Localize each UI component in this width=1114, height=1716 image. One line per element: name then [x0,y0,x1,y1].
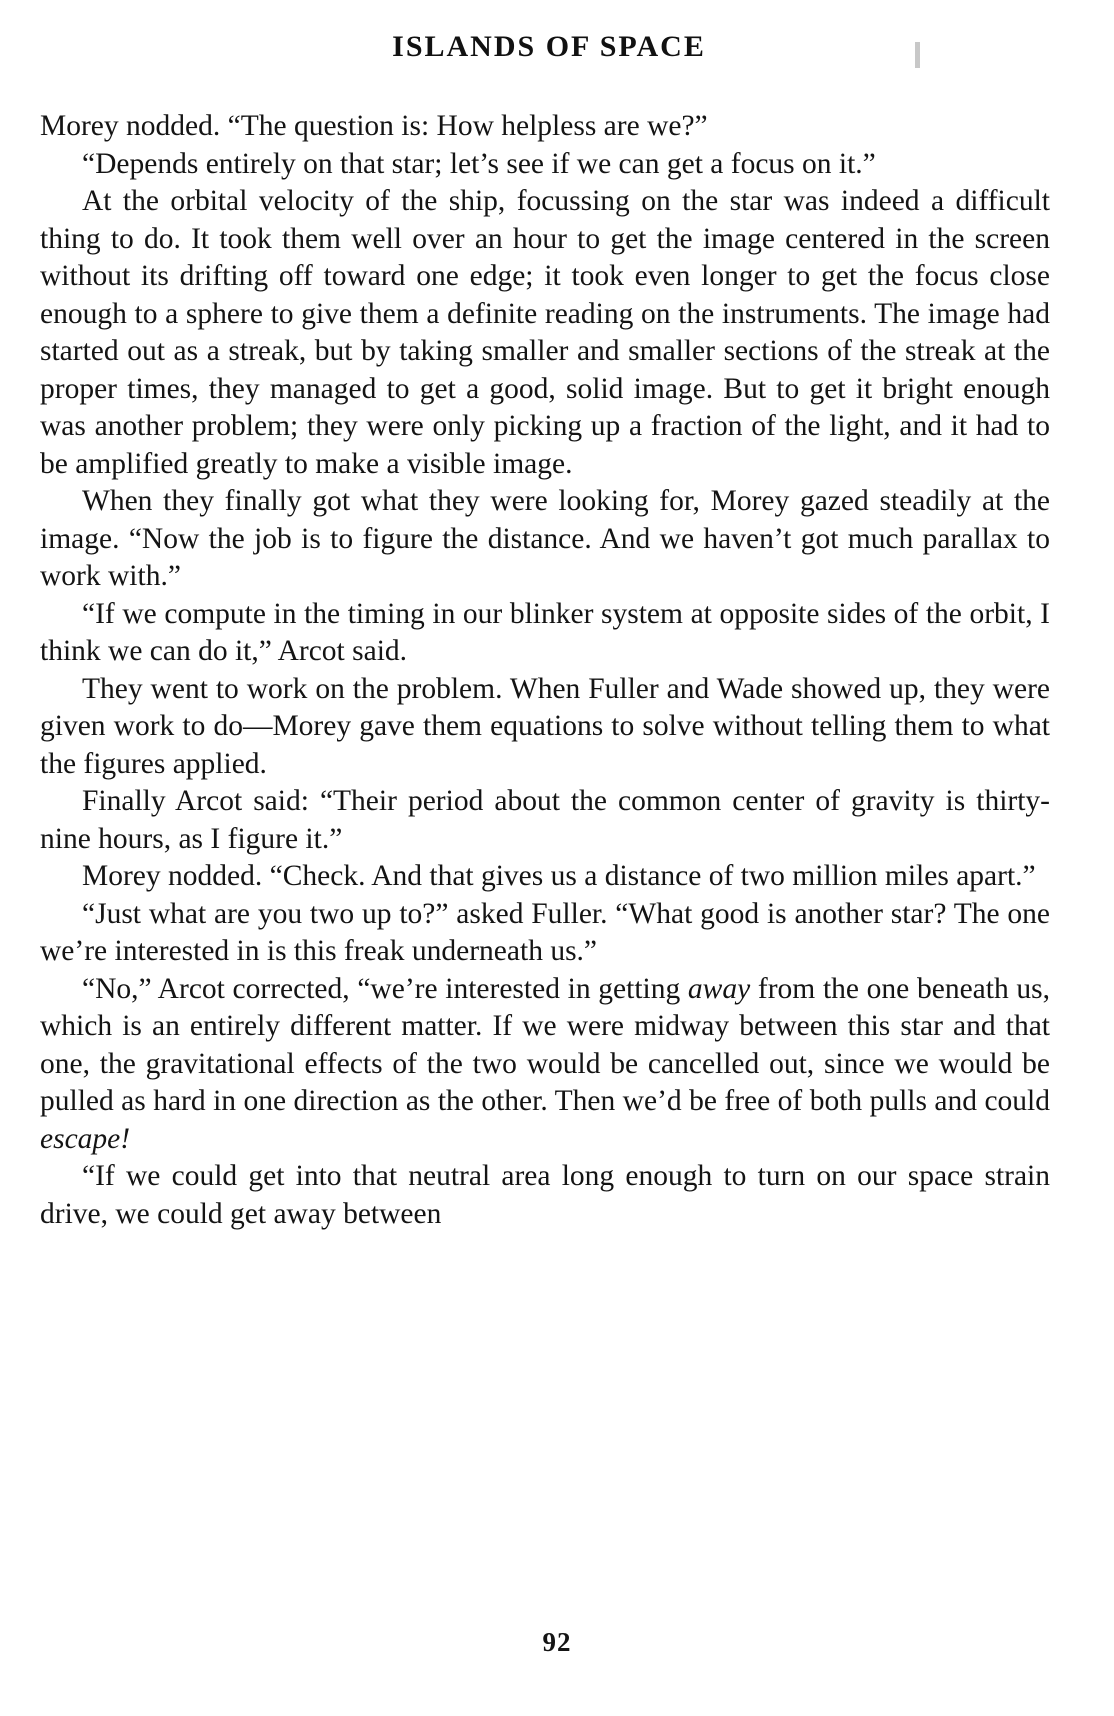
italic-word: escape! [40,1122,131,1155]
paragraph: They went to work on the problem. When Fuller and Wade showed up, they were given work to do—Morey gave them equations to solve without telling them to what the figures applied. [40,672,1050,780]
scan-speck [915,42,920,68]
paragraph: “If we compute in the timing in our blinker system at opposite sides of the orbit, I think we can do it,” Arcot said. [40,597,1050,667]
paragraph: Morey nodded. “Check. And that gives us a distance of two million miles apart.” [82,860,1036,892]
paragraph: Morey nodded. “The question is: How helpless are we?” [40,110,708,142]
paragraph-segment: from the one beneath us, which is an entirely different matter. If we were midway between this star and that one, the gravitational effects of the two would be cancelled out, since we would be pulled as hard in one direction as the other. Then we’d be free of both pulls and could [40,972,1051,1117]
paragraph-with-italics [40,971,1050,1159]
paragraph: “Just what are you two up to?” asked Fuller. “What good is another star? The one we’re interested in is this freak underneath us.” [40,897,1050,967]
paragraph: When they finally got what they were looking for, Morey gazed steadily at the image. “Now the job is to figure the distance. And we haven’t got much parallax to work with.” [40,485,1050,592]
paragraph: Finally Arcot said: “Their period about the common center of gravity is thirty-nine hours, as I figure it.” [40,785,1050,855]
paragraph: “Depends entirely on that star; let’s see if we can get a focus on it.” [82,147,876,180]
page-body-text [38,108,1054,1233]
page-running-head: ISLANDS OF SPACE [392,30,706,63]
page-number: 92 [542,1627,572,1657]
italic-word: away [687,972,751,1005]
paragraph: At the orbital velocity of the ship, focussing on the star was indeed a difficult thing to do. It took them well over an hour to get the image centered in the screen without its drifting off toward one edge; it took even longer to get the focus close enough to a sphere to give them a definite reading on the instruments. The image had started out as a streak, but by taking smaller and smaller sections of the streak at the proper times, they managed to get a good, solid image. But to get it bright enough was another problem; they were only picking up a fraction of the light, and it had to be amplified greatly to make a visible image. [40,185,1050,480]
paragraph-segment: “No,” Arcot corrected, “we’re interested in getting [82,972,688,1005]
paragraph: “If we could get into that neutral area long enough to turn on our space strain drive, we could get away between [40,1160,1050,1230]
